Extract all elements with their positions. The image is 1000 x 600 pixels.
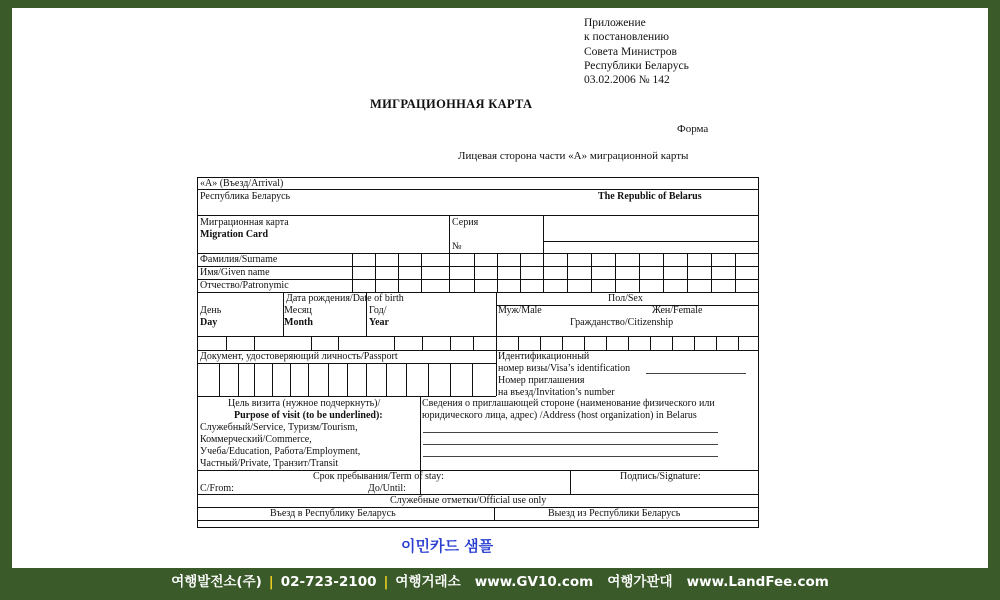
purpose-options-line2: Коммерческий/Commerce, [200,434,312,445]
female-label: Жен/Female [652,305,703,316]
shop-label: 여행가판대 [607,574,673,590]
passport-label: Документ, удостоверяющий личность/Passport [200,351,398,362]
purpose-label-line1: Цель визита (нужное подчеркнуть)/ [228,398,381,409]
entry-label: Въезд в Республику Беларусь [270,508,396,519]
appendix-header [584,16,689,87]
purpose-label-line2: Purpose of visit (to be underlined): [234,410,383,421]
series-label: Серия [452,217,479,228]
number-label: № [452,241,462,252]
official-use-label: Служебные отметки/Official use only [390,495,547,506]
given-name-label: Имя/Given name [200,267,270,278]
host-underline [423,456,718,457]
header-line: Приложение [584,17,646,29]
form-rule [198,215,758,216]
month-en-label: Month [284,317,313,328]
sample-caption: 이민카드 샘플 [401,537,494,555]
citizenship-label: Гражданство/Citizenship [570,317,674,328]
card-ru-label: Миграционная карта [200,217,289,228]
male-label: Муж/Male [498,305,542,316]
host-label-line2: юридического лица, адрес) /Address (host organization) in Belarus [422,410,697,421]
form-rule [570,470,571,494]
invitation-label-line2: на въезд/Invitation’s number [498,387,615,398]
header-line: к постановлению [584,31,669,44]
arrival-label: «А» (Въезд/Arrival) [200,178,284,189]
company-phone: 02-723-2100 [280,574,377,590]
form-label: Форма [677,123,709,135]
header-line: Республики Беларусь [584,59,689,72]
purpose-options-line4: Частный/Private, Транзит/Transit [200,458,339,469]
signature-label: Подпись/Signature: [620,471,701,482]
migration-card-form [197,177,759,528]
year-ru-label: Год/ [369,305,387,316]
term-label: Срок пребывания/Term of stay: [313,471,444,482]
from-label: С/From: [200,483,234,494]
month-ru-label: Месяц [284,305,312,316]
year-en-label: Year [369,317,389,328]
form-rule [543,215,544,253]
purpose-options-line3: Учеба/Education, Работа/Employment, [200,446,361,457]
form-rule [449,215,450,253]
visa-underline [646,373,746,374]
day-en-label: Day [200,317,218,328]
form-rule [198,336,758,337]
republic-ru-label: Республика Беларусь [200,191,291,202]
purpose-options-line1: Служебный/Service, Туризм/Tourism, [200,422,358,433]
document-sheet [12,8,988,568]
host-underline [423,432,718,433]
visa-label-line2: номер визы/Visa’s identification [498,363,631,374]
form-rule [198,520,758,521]
header-line: Совета Министров [584,45,677,58]
invitation-label-line1: Номер приглашения [498,375,585,386]
footer-separator: | [383,574,389,590]
patronymic-label: Отчество/Patronymic [200,280,289,291]
form-rule [198,253,758,254]
host-underline [423,444,718,445]
visa-label-line1: Идентификационный [498,351,590,362]
day-ru-label: День [200,305,222,316]
exchange-label: 여행거래소 [395,574,461,590]
footer-separator: | [268,574,274,590]
republic-en-label: The Republic of Belarus [598,191,702,202]
surname-label: Фамилия/Surname [200,254,278,265]
sex-label: Пол/Sex [608,293,643,304]
exit-label: Выезд из Республики Беларусь [548,508,681,519]
document-subtitle: Лицевая сторона части «А» миграционной карты [458,150,689,162]
form-rule [198,396,496,397]
shop-link[interactable]: www.LandFee.com [686,574,829,590]
host-label-line1: Сведения о приглашающей стороне (наименование физического или [422,398,715,409]
form-rule [198,266,758,267]
company-name: 여행발전소(주) [171,574,262,590]
form-rule [198,189,758,190]
until-label: До/Until: [368,483,406,494]
exchange-link[interactable]: www.GV10.com [474,574,594,590]
dob-label: Дата рождения/Date of birth [286,293,404,304]
header-line: 03.02.2006 № 142 [584,74,670,87]
card-en-label: Migration Card [200,229,269,240]
document-title: МИГРАЦИОННАЯ КАРТА [370,97,533,111]
form-rule [198,292,758,293]
form-rule [494,507,495,520]
form-rule [543,241,758,242]
form-rule [496,292,497,396]
footer-bar [0,570,1000,596]
